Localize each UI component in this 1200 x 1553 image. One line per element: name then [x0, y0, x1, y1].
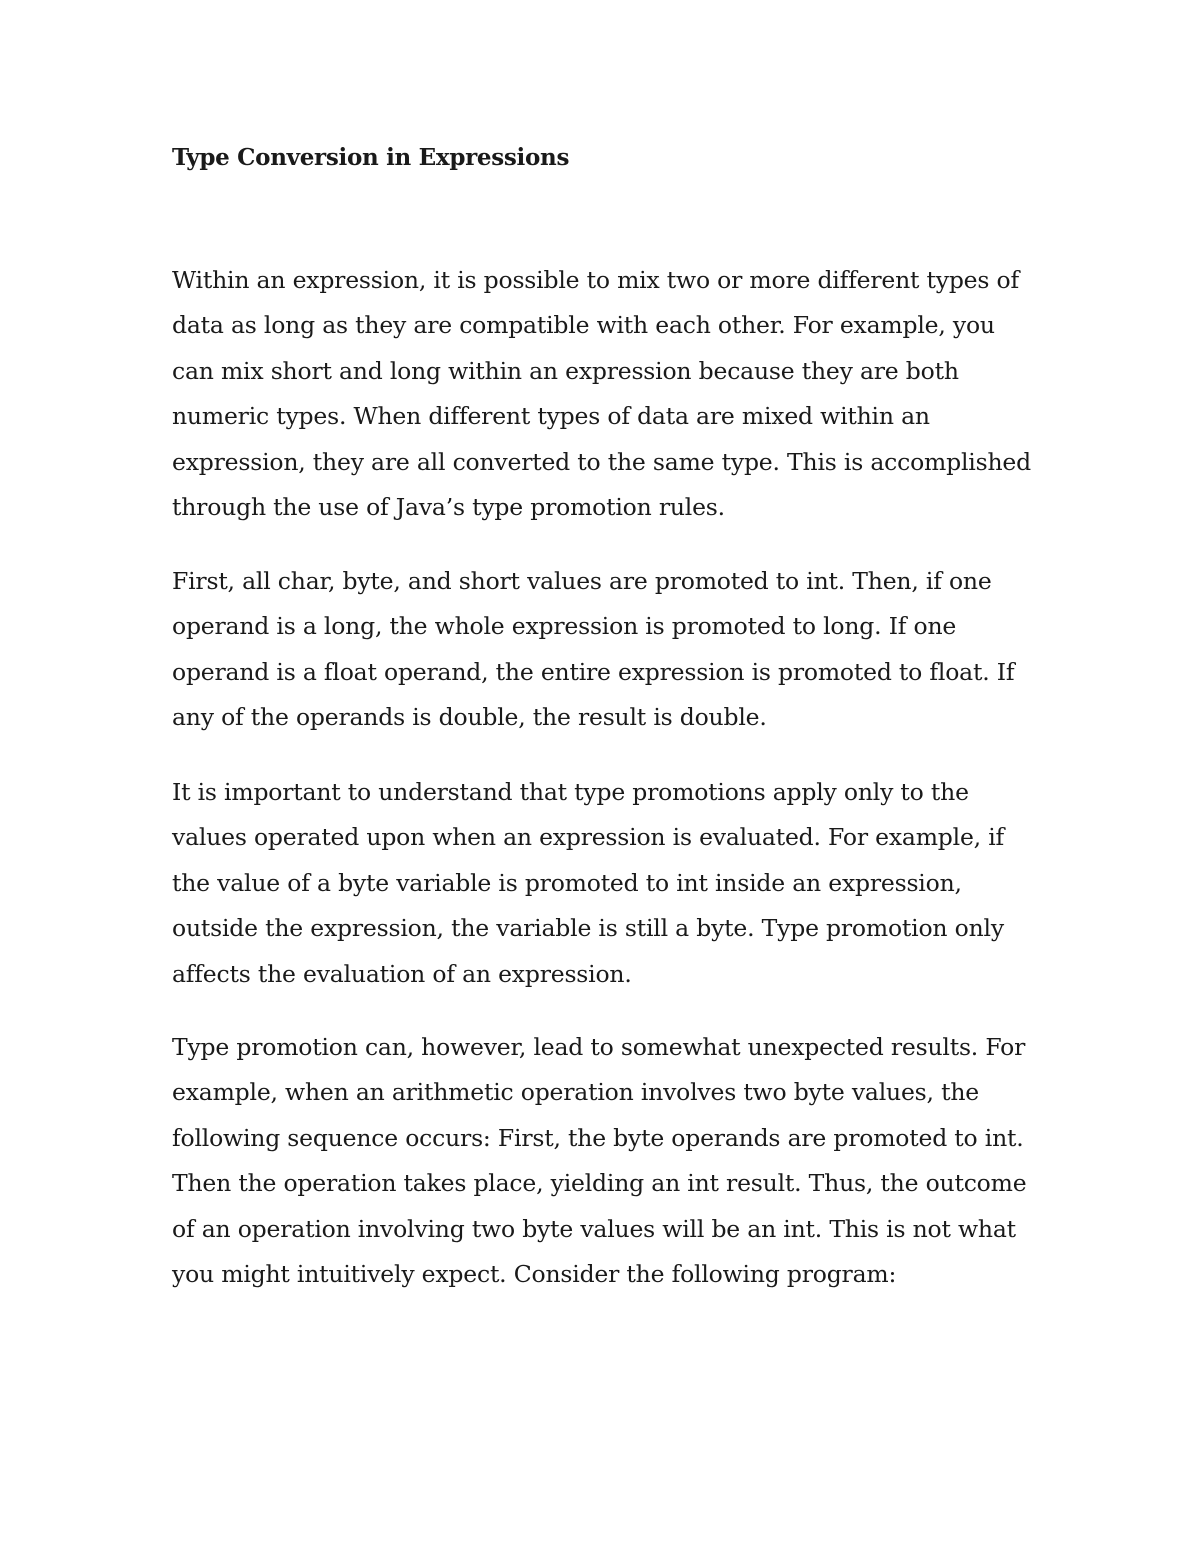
text-line: can mix short and long within an expression because they are both	[172, 356, 959, 385]
paragraph-promotion-scope	[172, 770, 1004, 997]
text-line: Within an expression, it is possible to mix two or more different types of	[172, 266, 1019, 294]
text-line: operand is a long, the whole expression is promoted to long. If one	[172, 612, 957, 641]
paragraph-promotion-rules	[172, 559, 1014, 741]
text-line: First, all char, byte, and short values are promoted to int. Then, if one	[172, 567, 992, 595]
text-line: through the use of Java’s type promotion rules.	[172, 492, 725, 521]
text-line: operand is a float operand, the entire expression is promoted to float. If	[172, 657, 1015, 686]
document-title: Type Conversion in Expressions	[172, 144, 570, 171]
text-line: the value of a byte variable is promoted to int inside an expression,	[172, 868, 962, 897]
text-line: of an operation involving two byte values will be an int. This is not what	[172, 1214, 1016, 1243]
text-line: Type promotion can, however, lead to somewhat unexpected results. For	[172, 1033, 1026, 1061]
text-line: you might intuitively expect. Consider the following program:	[172, 1259, 897, 1288]
text-line: numeric types. When different types of data are mixed within an	[172, 402, 930, 431]
text-line: outside the expression, the variable is still a byte. Type promotion only	[172, 914, 1004, 943]
text-line: data as long as they are compatible with each other. For example, you	[172, 311, 995, 340]
text-line: affects the evaluation of an expression.	[172, 959, 632, 988]
paragraph-unexpected-results	[172, 1025, 1026, 1297]
text-line: values operated upon when an expression is evaluated. For example, if	[172, 823, 1005, 852]
text-line: expression, they are all converted to the same type. This is accomplished	[172, 447, 1031, 476]
text-line: It is important to understand that type promotions apply only to the	[172, 778, 969, 806]
text-line: any of the operands is double, the result is double.	[172, 703, 767, 732]
paragraph-mixing-types	[172, 258, 1031, 530]
text-line: example, when an arithmetic operation involves two byte values, the	[172, 1078, 979, 1107]
text-line: following sequence occurs: First, the byte operands are promoted to int.	[172, 1123, 1024, 1152]
text-line: Then the operation takes place, yielding an int result. Thus, the outcome	[172, 1169, 1027, 1198]
